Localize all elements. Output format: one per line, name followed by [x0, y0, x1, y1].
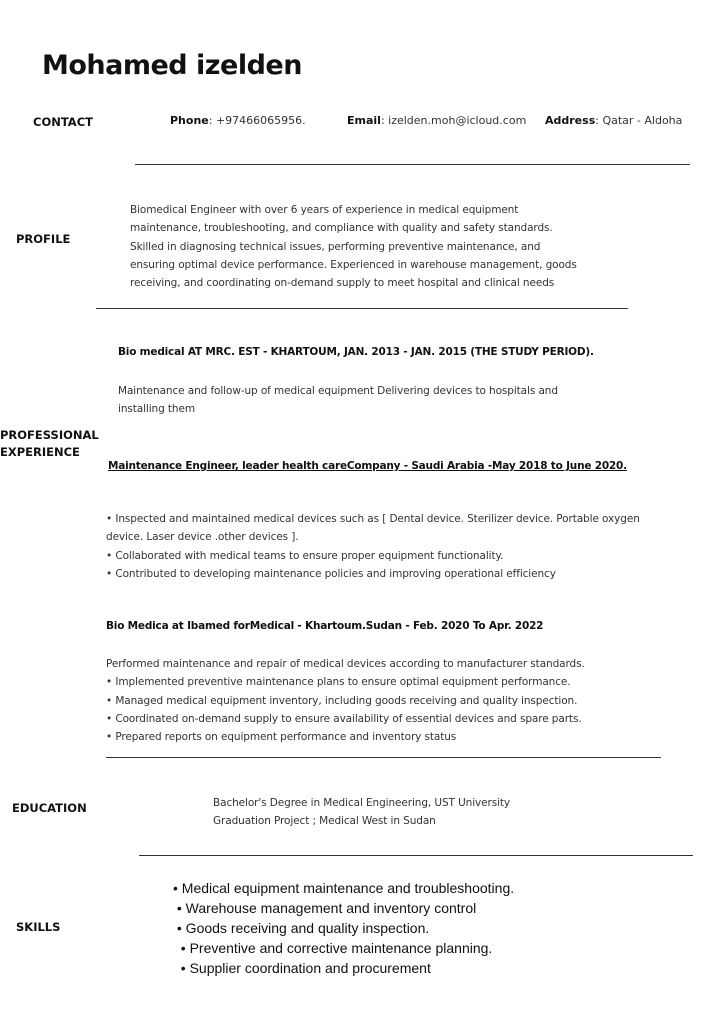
profile-line: Biomedical Engineer with over 6 years of experience in medical equipment — [130, 204, 519, 216]
job-line: Maintenance and follow-up of medical equipment Delivering devices to hospitals and — [118, 385, 558, 397]
skill-item: • Preventive and corrective maintenance planning. — [173, 940, 493, 956]
divider-profile — [96, 308, 628, 309]
skill-item: • Supplier coordination and procurement — [173, 960, 431, 976]
job-line: • Contributed to developing maintenance policies and improving operational efficiency — [106, 567, 556, 580]
experience-label-line: PROFESSIONAL — [0, 428, 99, 442]
skill-item: • Goods receiving and quality inspection. — [173, 920, 430, 936]
email-entry — [347, 114, 526, 127]
job-line: • Prepared reports on equipment performance and inventory status — [106, 731, 457, 744]
job-line: Performed maintenance and repair of medical devices according to manufacturer standards. — [106, 658, 585, 670]
phone-value: : +97466065956. — [208, 114, 306, 127]
education-details — [213, 794, 510, 831]
job-line: • Collaborated with medical teams to ensure proper equipment functionality. — [106, 549, 504, 562]
address-entry — [545, 114, 682, 127]
contact-section-label: CONTACT — [33, 115, 93, 129]
divider-contact — [135, 164, 690, 165]
job-title: Maintenance Engineer, leader health careCompany - Saudi Arabia -May 2018 to June 2020. — [108, 460, 627, 472]
job-line: • Inspected and maintained medical devices such as [ Dental device. Sterilizer device. Portable oxygen — [106, 513, 640, 525]
job-title: Bio Medica at Ibamed forMedical - Khartoum.Sudan - Feb. 2020 To Apr. 2022 — [106, 620, 544, 632]
education-line: Graduation Project ; Medical West in Sudan — [213, 815, 436, 828]
experience-section-label — [0, 427, 99, 461]
job-line: device. Laser device .other devices ]. — [106, 531, 299, 544]
education-line: Bachelor's Degree in Medical Engineering, UST University — [213, 797, 511, 809]
education-section-label: EDUCATION — [12, 801, 87, 815]
profile-line: maintenance, troubleshooting, and compliance with quality and safety standards. — [130, 222, 553, 235]
job-description — [106, 510, 640, 583]
divider-experience — [106, 757, 661, 758]
divider-education — [139, 855, 693, 856]
email-label: Email — [347, 114, 381, 127]
address-label: Address — [545, 114, 596, 127]
job-line: installing them — [118, 403, 195, 416]
job-line: • Managed medical equipment inventory, including goods receiving and quality inspection. — [106, 694, 578, 707]
job-description — [118, 382, 558, 419]
profile-summary — [130, 201, 577, 292]
email-value: : izelden.moh@icloud.com — [380, 114, 527, 127]
phone-label: Phone — [170, 114, 209, 127]
job-line: • Implemented preventive maintenance plans to ensure optimal equipment performance. — [106, 676, 571, 689]
skill-item: • Medical equipment maintenance and troubleshooting. — [173, 880, 515, 896]
profile-section-label: PROFILE — [16, 232, 71, 246]
job-title: Bio medical AT MRC. EST - KHARTOUM, JAN. 2013 - JAN. 2015 (THE STUDY PERIOD). — [118, 346, 594, 358]
skills-section-label: SKILLS — [16, 920, 61, 934]
experience-label-line: EXPERIENCE — [0, 445, 80, 459]
address-value: : Qatar - Aldoha — [595, 114, 683, 127]
profile-line: ensuring optimal device performance. Experienced in warehouse management, goods — [130, 258, 577, 271]
job-description — [106, 655, 585, 746]
skill-item: • Warehouse management and inventory control — [173, 900, 477, 916]
profile-line: receiving, and coordinating on-demand supply to meet hospital and clinical needs — [130, 277, 555, 290]
candidate-name: Mohamed izelden — [42, 50, 302, 81]
phone-entry — [170, 114, 306, 127]
skills-list — [173, 878, 514, 978]
profile-line: Skilled in diagnosing technical issues, performing preventive maintenance, and — [130, 240, 541, 253]
job-line: • Coordinated on-demand supply to ensure availability of essential devices and spare parts. — [106, 712, 582, 725]
